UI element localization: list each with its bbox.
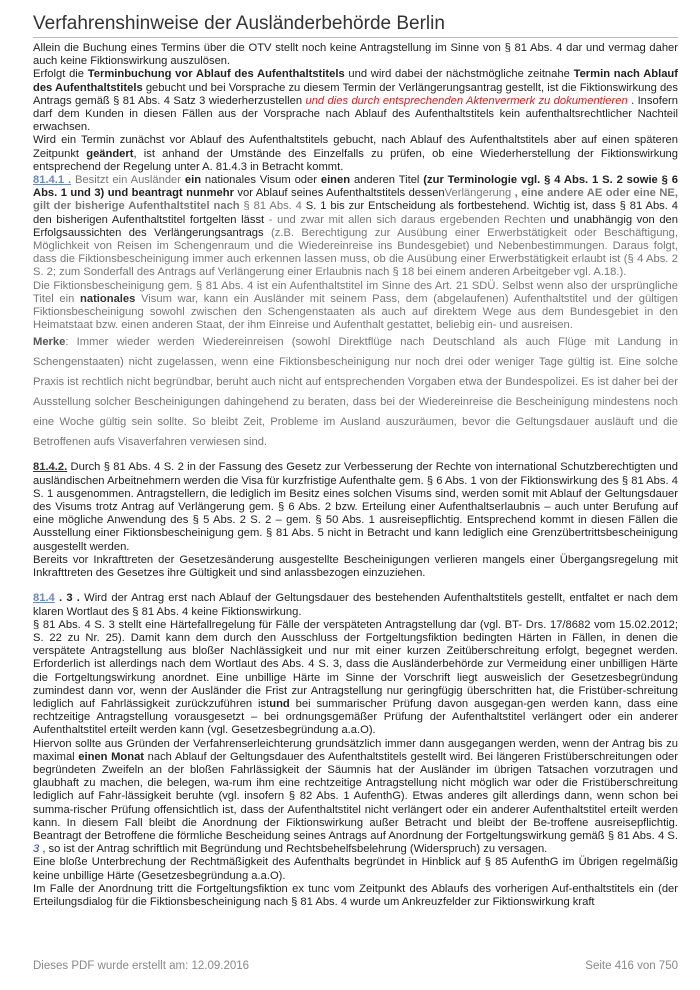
section-ref-link[interactable]: 81.4.1 . bbox=[33, 174, 72, 187]
paragraph-unterbrechung: Eine bloße Unterbrechung der Rechtmäßigkeit des Aufenthalts begründet in Hinblick auf § 85 AufenthG im Übrigen regelmäßig keine unbillige Härte (Gesetzesbegründung a.a.O). bbox=[33, 856, 678, 882]
footer-page-number: Seite 416 von 750 bbox=[585, 960, 678, 972]
merke-note: Merke: Immer wieder werden Wiedereinreisen (sowohl Direktflüge nach Deutschland als auch Flüge mit Landung in Schengenstaaten) nicht zugelassen, wenn eine Fiktionsbescheinigung nur noch drei oder weniger Tage gültig ist. Eine solche Praxis ist rechtlich nicht begründbar, beruht auch nicht auf entsprechenden Vorgaben etwa der Bundespolizei. Es ist daher bei der Ausstellung solcher Bescheinigungen dahingehend zu beraten, dass bei der Wiedereinreise die Bescheinigung mindestens noch eine Woche gültig sein sollte. So bleibt Zeit, Probleme im Ausland auszuräumen, bevor die Geltungsdauer ausläuft und die Betroffenen aufs Visaverfahren verwiesen sind. bbox=[33, 336, 678, 449]
paragraph-uebergang: Bereits vor Inkrafttreten der Gesetzesänderung ausgestellte Bescheinigungen verlieren mangels einer Übergangsregelung mit Inkrafttreten des Gesetzes ihre Gültigkeit und sind anlassbezogen einzuziehen. bbox=[33, 553, 678, 580]
paragraph-termin-geaendert: Wird ein Termin zunächst vor Ablauf des Aufenthaltstitels gebucht, nach Ablauf des Aufenthaltstitels aber auf einen späteren Zeitpunkt geändert, ist anhand der Umstände des Einzelfalls zu prüfen, ob eine Wiederherstellung der Fiktionswirkung entsprechend der Regelung unter A. 81.4.3 in Betracht kommt. bbox=[33, 134, 678, 173]
section-ref-link[interactable]: 81.4 bbox=[33, 592, 55, 605]
red-note: und dies durch entsprechenden Aktenvermerk zu dokumentieren bbox=[305, 94, 628, 107]
section-81-4-2: 81.4.2. Durch § 81 Abs. 4 S. 2 in der Fassung des Gesetz zur Verbesserung der Rechte von international Schutzberechtigten und ausländischen Arbeitnehmern werden die Visa für kurzfristige Aufenthalte gem. § 6 Abs. 1 von der Fiktionswirkung des § 81 Abs. 4 S. 1 ausgenommen. Antragstellern, die lediglich im Besitz eines solchen Visums sind, werden somit mit Ablauf der Geltungsdauer des Visums trotz Antrag auf Verlängerung gem. § 6 Abs. 2 bzw. Erteilung einer Aufenthaltserlaubnis – auch unter Berufung auf eine mögliche Anwendung des § 5 Abs. 2 S. 2 – gem. § 50 Abs. 1 ausreisepflichtig. Entsprechend kommt in diesen Fällen die Ausstellung einer Fiktionsbescheinigung gem. § 81 Abs. 5 nicht in Betracht und kann lediglich eine Grenzübertrittsbescheinigung ausgestellt werden. bbox=[33, 461, 678, 553]
page-title: Verfahrenshinweise der Ausländerbehörde Berlin bbox=[33, 0, 678, 38]
section-ref-link[interactable]: 81.4.2. bbox=[33, 461, 68, 474]
document-body bbox=[33, 42, 678, 909]
footer-created-date: Dieses PDF wurde erstellt am: 12.09.2016 bbox=[33, 960, 250, 972]
paragraph-otv: Allein die Buchung eines Termins über die OTV stellt noch keine Antragstellung im Sinne von § 81 Abs. 4 dar und vermag daher auch keine Fiktionswirkung auszulösen. bbox=[33, 42, 678, 68]
paragraph-haertefall: § 81 Abs. 4 S. 3 stellt eine Härtefallregelung für Fälle der verspäteten Antragstellung dar (vgl. BT- Drs. 17/8682 vom 15.02.2012; S. 22 zu Nr. 25). Damit kann dem durch den Ausschluss der Fortgeltungsfiktion bedingten Härten in Fällen, in denen die verspätete Antragstellung aus bloßer Nachlässigkeit und nur mit einer kurzen Zeitüberschreitung erfolgt, begegnet werden. Erforderlich ist allerdings nach dem Wortlaut des Abs. 4 S. 3, dass die Ausländerbehörde zur Vermeidung einer unbilligen Härte die Fortgeltungswirkung anordnet. Eine unbillige Härte im Sinne der Vorschrift liegt ausweislich der Gesetzesbegründung zumindest dann vor, wenn der Ausländer die Frist zur Antragstellung nur geringfügig überschritten hat, die Fristüber-schreitung lediglich auf Fahrlässigkeit zurückzuführen istund bei summarischer Prüfung davon ausgegan-gen werden kann, dass eine rechtzeitige Antragstellung vorausgesetzt – bei ordnungsgemäßer Prüfung der Aufenthaltstitel verlängert oder ein anderer Aufenthaltstitel erteilt werden kann (vgl. Gesetzesbegründung a.a.O). bbox=[33, 618, 678, 737]
paragraph-verfahrenserleichterung: Hiervon sollte aus Gründen der Verfahrenserleichterung grundsätzlich immer dann ausgegangen werden, wenn der Antrag bis zu maximal einen Monat nach Ablauf der Geltungsdauer des Aufenthaltstitels gestellt wird. Bei längeren Fristüberschreitungen oder begründeten Zweifeln an der bloßen Fahrlässigkeit der Säumnis hat der Ausländer im übrigen Tatsachen vorzutragen und glaubhaft zu machen, die belegen, wa-rum ihm eine rechtzeitige Antragstellung nicht möglich war oder die Fristüberschreitung lediglich auf Fahr-lässigkeit beruhte (vgl. insofern § 82 Abs. 1 AufenthG). Etwas anderes gilt allerdings dann, wenn schon bei summa-rischer Prüfung offensichtlich ist, dass der Aufenthaltstitel nicht verlängert oder ein anderer Aufenthaltstitel erteilt werden kann. In diesem Fall bleibt die Anordnung der Fiktionswirkung außer Betracht und bleibt der Be-troffene ausreisepflichtig. Beantragt der Betroffene die förmliche Bescheidung seines Antrags auf Anordnung der Fortgeltungswirkung gemäß § 81 Abs. 4 S. 3 , so ist der Antrag schriftlich mit Begründung und Rechtsbehelfsbelehrung (Widerspruch) zu versagen. bbox=[33, 737, 678, 856]
paragraph-terminbuchung: Erfolgt die Terminbuchung vor Ablauf des Aufenthaltstitels und wird dabei der nächstmögliche zeitnahe Termin nach Ablauf des Aufenthaltstitels gebucht und bei Vorsprache zu diesem Termin der Verlängerungsantrag gestellt, ist die Fiktionswirkung des Antrags gemäß § 81 Abs. 4 Satz 3 wiederherzustellen und dies durch entsprechenden Aktenvermerk zu dokumentieren . Insofern darf dem Kunden in diesen Fällen aus der Vorsprache nach Ablauf des Aufenthaltstitels kein aufenthaltsrechtlicher Nachteil erwachsen. bbox=[33, 68, 678, 134]
paragraph-anordnung: Im Falle der Anordnung tritt die Fortgeltungsfiktion ex tunc vom Zeitpunkt des Ablaufs des vorherigen Auf-enthaltstitels ein (der Erteilungsdialog für die Fiktionsbescheinigung nach § 81 Abs. 4 wurde um Ankreuzfelder zur Fiktionswirkung kraft bbox=[33, 882, 678, 908]
section-81-4-1: 81.4.1 . Besitzt ein Ausländer ein nationales Visum oder einen anderen Titel (zur Terminologie vgl. § 4 Abs. 1 S. 2 sowie § 6 Abs. 1 und 3) und beantragt nunmehr vor Ablauf seines Aufenthaltstitels dessenVerlängerung , eine andere AE oder eine NE, gilt der bisherige Aufenthaltstitel nach § 81 Abs. 4 S. 1 bis zur Entscheidung als fortbestehend. Wichtig ist, dass § 81 Abs. 4 den bisherigen Aufenthaltstitel fortgelten lässt - und zwar mit allen sich daraus ergebenden Rechten und unabhängig von den Erfolgsaussichten des Verlängerungsantrags (z.B. Berechtigung zur Ausübung einer Erwerbstätigkeit oder Beschäftigung, Möglichkeit von Reisen im Schengenraum und die Wiedereinreise ins Bundesgebiet) und Nebenbestimmungen. Daraus folgt, dass die Fiktionsbescheinigung immer auch erkennen lassen muss, ob die Ausübung einer Erwerbstätigkeit erlaubt ist (§ 4 Abs. 2 S. 2; zum Sonderfall des Antrags auf Verlängerung einer Erlaubnis nach § 18 bei einem anderen Arbeitgeber vgl. A.18.). bbox=[33, 174, 678, 279]
merke-label: Merke bbox=[33, 336, 66, 349]
page-footer bbox=[33, 960, 678, 972]
paragraph-fiktionsbescheinigung: Die Fiktionsbescheinigung gem. § 81 Abs. 4 ist ein Aufenthaltstitel im Sinne des Art. 21 SDÜ. Selbst wenn also der ursprüngliche Titel ein nationales Visum war, kann ein Ausländer mit seinem Pass, dem (abgelaufenen) Aufenthaltstitel und der gültigen Fiktionsbescheinigung sowohl zwischen den Schengenstaaten als auch auf direktem Wege aus dem Bundesgebiet in den Heimatstaat bzw. einen anderen Staat, der ihm Einreise und Aufenthalt gestattet, beliebig ein- und ausreisen. bbox=[33, 279, 678, 332]
section-81-4-3: 81.4 . 3 . Wird der Antrag erst nach Ablauf der Geltungsdauer des bestehenden Aufenthaltstitels gestellt, entfaltet er nach dem klaren Wortlaut des § 81 Abs. 4 keine Fiktionswirkung. bbox=[33, 592, 679, 618]
